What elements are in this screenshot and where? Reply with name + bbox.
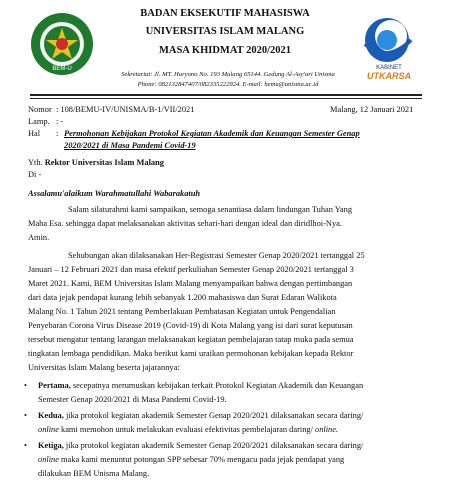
address-line: Sekretariat: Jl. MT. Haryono No. 193 Malang 65144. Gedung Al-Asy'ari Unisma [121,71,335,78]
subject-line-2: 2020/2021 di Masa Pandemi Covid-19 [64,141,196,150]
para2-line: Maret 2021. Kami, BEM Universitas Islam Malang menyampaikan bahwa dengan pertimbangan [28,279,353,288]
hal-label: Hal [28,129,41,138]
svg-text:BEM-U: BEM-U [52,66,72,72]
item-text: jika protokol kegiatan akademik Semester Genap 2020/2021 dilaksanakan secara daring/ [63,441,364,450]
item-italic: online [38,455,59,464]
term-title: MASA KHIDMAT 2020/2021 [158,45,292,56]
list-item-pertama [38,380,363,392]
recipient-line [28,157,164,169]
bem-u-logo-icon [30,12,94,76]
item-text: dilakukan BEM Unisma Malang. [38,469,150,478]
para1-line: Amin. [28,233,50,242]
item-text: maka kami menuntut potongan SPP sebesar 70% mengacu pada jejak pendapat yang [58,455,345,464]
para2-line: Malang No. 1 Tahun 2021 tentang Pemberlakuan Pembatasan Kegiatan untuk Pengendalian [28,307,336,316]
item-text: secepatnya merumuskan kebijakan terkait Protokol Kegiatan Akademik dan Keuangan [70,381,364,390]
para2-line: dari data jejak pendapat kurang lebih sebanyak 1.200 mahasiswa dan Surat Edaran Walikota [28,293,337,302]
para2-line: Januari – 12 Februari 2021 dan masa efektif perkuliahan Semester Genap 2020/2021 tertanggal 3 [28,265,354,274]
para2-line: Sehubungan akan dilaksanakan Her-Registrasi Semester Genap 2020/2021 tertanggal 25 [68,251,365,260]
item-label: Kedua, [38,411,64,420]
item-label: Pertama, [38,381,71,390]
subject-line-1: Permohonan Kebijakan Protokol Kegiatan Akademik dan Keuangan Semester Genap [64,129,360,138]
lamp-label: Lamp. [28,117,50,126]
item-text: kami memohon untuk melakukan evaluasi efektivitas pembelajaran daring/ [58,425,315,434]
recipient-location: Di - [28,170,42,179]
nomor-value: : 108/BEMU-IV/UNISMA/B-1/VII/2021 [56,105,195,114]
list-item-ketiga-line2 [38,454,344,466]
para1-line: Maha Esa. sehingga dapat melaksanakan aktivitas sehari-hari dengan ideal dan diridlhoi-Nya. [28,219,342,228]
recipient-prefix: Yth. [28,158,45,167]
nomor-label: Nomor [28,105,52,114]
item-text: jika protokol kegiatan akademik Semester Genap 2020/2021 dilaksanakan secara daring/ [63,411,364,420]
item-label: Ketiga, [38,441,64,450]
list-item-kedua [38,410,363,422]
para2-line: tersebut mengatur tentang larangan melaksanakan kegiatan pembelajaran tatap muka pada semua [28,335,354,344]
kabinet-utkarsa-logo-icon [357,14,421,82]
university-name: UNIVERSITAS ISLAM MALANG [145,26,305,37]
para2-line: Penyebaran Corona Virus Disease 2019 (Covid-19) di Kota Malang yang isi dari surat keputusan [28,321,353,330]
bullet: • [24,441,27,450]
org-name: BADAN EKSEKUTIF MAHASISWA [140,8,310,19]
lamp-value: : - [56,117,64,126]
para2-line: tingkatan lembaga pendidikan. Maka berikut kami uraikan permohonan kebijakan kepada Rektor [28,349,354,358]
hal-colon: : [56,129,59,138]
svg-text:KABINET: KABINET [376,65,402,71]
list-item-ketiga [38,440,363,452]
bullet: • [24,411,27,420]
bullet: • [24,381,27,390]
header-rule-thin [30,98,422,99]
header-rule-thick [30,94,422,96]
item-italic: online [38,425,59,434]
letter-date: Malang, 12 Januari 2021 [330,105,414,114]
item-italic: online. [315,425,339,434]
para1-line: Salam silaturahmi kami sampaikan, semoga senantiasa dalam lindungan Tuhan Yang [68,205,353,214]
recipient-name: Rektor Universitas Islam Malang [44,158,164,167]
para2-line: Universitas Islam Malang beserta jajarannya: [28,363,180,372]
greeting: Assalamu'alaikum Warahmatullahi Wabarakatuh [28,189,201,198]
svg-text:UTKARSA: UTKARSA [367,71,411,81]
item-text: Semester Genap 2020/2021 di Masa Pandemi Covid-19. [38,395,227,404]
contact-line: Phone: 082132847407/082335222924. E-mail: bemu@unisma.ac.id [137,81,319,88]
list-item-kedua-line2 [38,424,338,436]
